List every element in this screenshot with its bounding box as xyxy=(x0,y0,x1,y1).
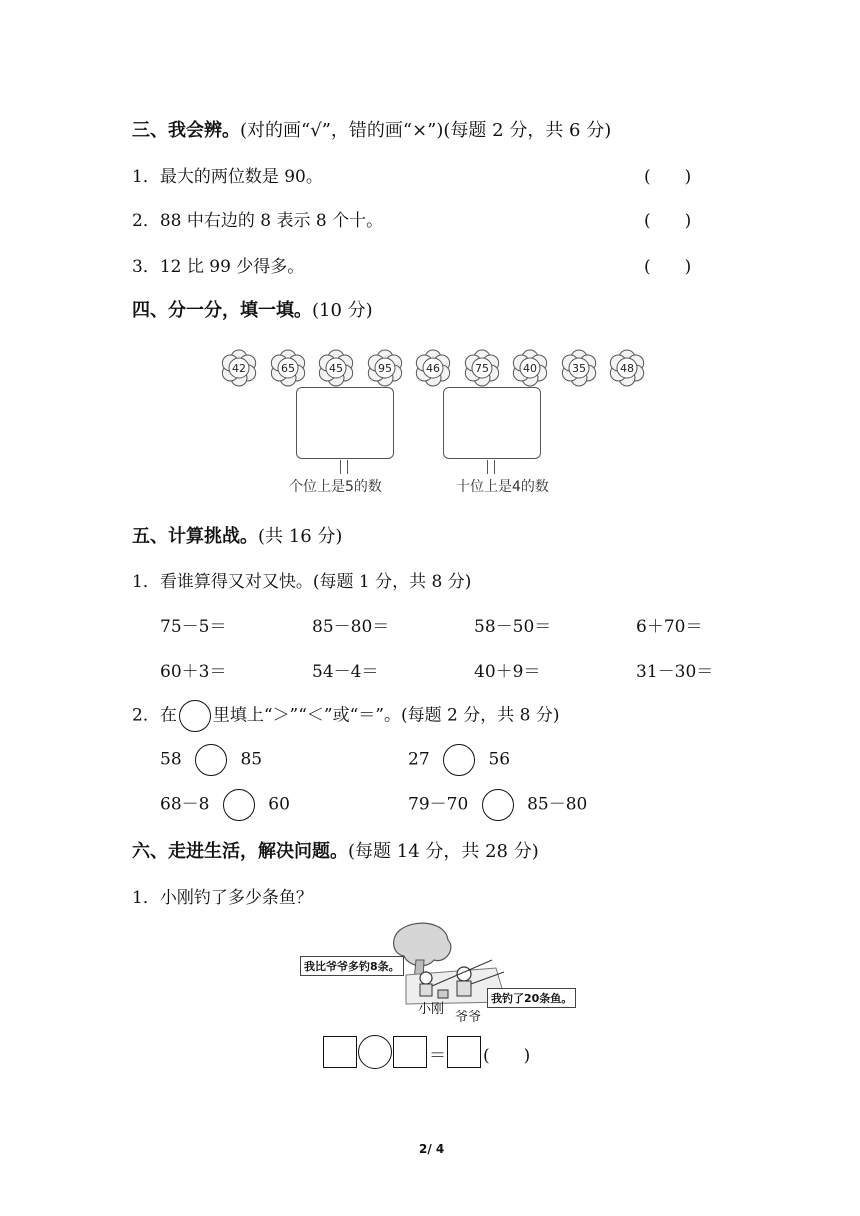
equation-operator-circle[interactable] xyxy=(358,1035,392,1069)
question-item xyxy=(132,883,313,908)
boy-head xyxy=(420,972,432,984)
flower-icon xyxy=(463,349,501,387)
number-flower[interactable] xyxy=(317,349,355,387)
flower-icon xyxy=(414,349,452,387)
question-number: 1． xyxy=(132,167,160,187)
calc-item[interactable]: 54－4＝ xyxy=(312,662,379,682)
compare-right: 85 xyxy=(240,749,263,770)
number-flower[interactable] xyxy=(608,349,646,387)
question-text: 12 比 99 少得多。 xyxy=(159,257,305,277)
calc-item[interactable]: 40＋9＝ xyxy=(474,662,541,682)
box-label-ones: 个位上是5的数 xyxy=(289,479,382,495)
question-text-after: 里填上“＞”“＜”或“＝”。(每题 2 分，共 8 分) xyxy=(212,705,560,726)
question-number: 1． xyxy=(132,888,160,908)
section6-heading xyxy=(132,837,539,863)
flower-number: 75 xyxy=(474,362,489,375)
section5-title: 五、计算挑战。 xyxy=(132,526,258,547)
grandpa-body xyxy=(457,981,471,996)
number-flower[interactable] xyxy=(220,349,258,387)
flower-number: 46 xyxy=(426,362,440,375)
equals-sign: ＝ xyxy=(429,1046,446,1066)
answer-paren[interactable]: ( ) xyxy=(644,257,692,277)
flower-number: 40 xyxy=(523,362,537,375)
flower-icon xyxy=(608,349,646,387)
compare-left: 79－70 xyxy=(408,794,469,815)
compare-item xyxy=(160,789,290,821)
compare-left: 27 xyxy=(408,749,430,770)
flower-number: 95 xyxy=(377,362,392,375)
box-label-tens: 十位上是4的数 xyxy=(456,479,549,495)
compare-item xyxy=(408,744,510,776)
flower-icon xyxy=(317,349,355,387)
compare-circle[interactable] xyxy=(443,744,475,776)
flower-icon xyxy=(560,349,598,387)
unit-paren[interactable]: ( ) xyxy=(483,1046,531,1066)
calc-item[interactable]: 58－50＝ xyxy=(474,617,552,637)
compare-circle[interactable] xyxy=(223,789,255,821)
number-flower[interactable] xyxy=(269,349,307,387)
calc-item[interactable]: 6＋70＝ xyxy=(636,617,703,637)
question-text: 小刚钓了多少条鱼？ xyxy=(159,888,313,908)
page-number: 2/ 4 xyxy=(419,1142,445,1156)
question-item xyxy=(132,700,560,732)
flower-icon xyxy=(269,349,307,387)
question-text: 88 中右边的 8 表示 8 个十。 xyxy=(159,211,384,231)
question-text: 最大的两位数是 90。 xyxy=(159,167,323,187)
flower-number: 42 xyxy=(232,362,246,375)
section5-note: (共 16 分) xyxy=(258,526,343,547)
compare-left: 68－8 xyxy=(160,794,210,815)
section5-heading xyxy=(132,522,342,548)
section4-heading xyxy=(132,296,373,322)
bucket xyxy=(438,990,448,998)
question-number: 3． xyxy=(132,257,160,277)
flower-icon xyxy=(511,349,549,387)
number-flower[interactable] xyxy=(463,349,501,387)
answer-paren[interactable]: ( ) xyxy=(644,211,692,231)
section4-title: 四、分一分，填一填。 xyxy=(132,300,312,321)
speech-bubble-boy: 我比爷爷多钓8条。 xyxy=(300,956,404,976)
circle-symbol-icon xyxy=(179,700,211,732)
question-item xyxy=(132,162,323,187)
label-grandpa: 爷爷 xyxy=(455,1010,482,1025)
compare-circle[interactable] xyxy=(195,744,227,776)
question-number: 2． xyxy=(132,211,160,231)
compare-left: 58 xyxy=(160,749,182,770)
flower-number: 65 xyxy=(280,362,295,375)
flower-number: 35 xyxy=(571,362,586,375)
answer-paren[interactable]: ( ) xyxy=(644,167,692,187)
section3-heading xyxy=(132,116,611,142)
flower-icon xyxy=(366,349,404,387)
label-boy: 小刚 xyxy=(418,1002,445,1017)
number-flower[interactable] xyxy=(414,349,452,387)
section3-note: (对的画“√”，错的画“×”)(每题 2 分，共 6 分) xyxy=(240,120,612,141)
question-number: 2． xyxy=(132,705,160,726)
calc-item[interactable]: 60＋3＝ xyxy=(160,662,227,682)
section3-title: 三、我会辨。 xyxy=(132,120,240,141)
question-item xyxy=(132,206,383,231)
question-item xyxy=(132,567,471,592)
question-number: 1． xyxy=(132,572,160,592)
section4-note: (10 分) xyxy=(312,300,373,321)
speech-bubble-grandpa: 我钓了20条鱼。 xyxy=(487,988,576,1008)
box-stem xyxy=(487,460,495,474)
flower-icon xyxy=(220,349,258,387)
compare-item xyxy=(160,744,262,776)
compare-circle[interactable] xyxy=(482,789,514,821)
calc-item[interactable]: 31－30＝ xyxy=(636,662,714,682)
number-flower[interactable] xyxy=(366,349,404,387)
question-text: 看谁算得又对又快。(每题 1 分，共 8 分) xyxy=(159,572,472,592)
question-text-before: 在 xyxy=(159,705,177,726)
compare-right: 56 xyxy=(488,749,511,770)
answer-box-tens-4[interactable] xyxy=(443,387,541,459)
calc-item[interactable]: 85－80＝ xyxy=(312,617,390,637)
answer-box-ones-5[interactable] xyxy=(296,387,394,459)
compare-right: 60 xyxy=(268,794,290,815)
equation-box-1[interactable] xyxy=(323,1036,357,1068)
calc-item[interactable]: 75－5＝ xyxy=(160,617,227,637)
compare-item xyxy=(408,789,587,821)
compare-right: 85－80 xyxy=(527,794,588,815)
box-stem xyxy=(340,460,348,474)
flower-number: 48 xyxy=(620,362,634,375)
equation-box-2[interactable] xyxy=(393,1036,427,1068)
equation-result-box[interactable] xyxy=(447,1036,481,1068)
flower-number: 45 xyxy=(329,362,343,375)
number-flower[interactable] xyxy=(560,349,598,387)
section6-title: 六、走进生活，解决问题。 xyxy=(132,841,348,862)
number-flower[interactable] xyxy=(511,349,549,387)
boy-body xyxy=(420,984,432,996)
section6-note: (每题 14 分，共 28 分) xyxy=(348,841,539,862)
question-item xyxy=(132,252,304,277)
